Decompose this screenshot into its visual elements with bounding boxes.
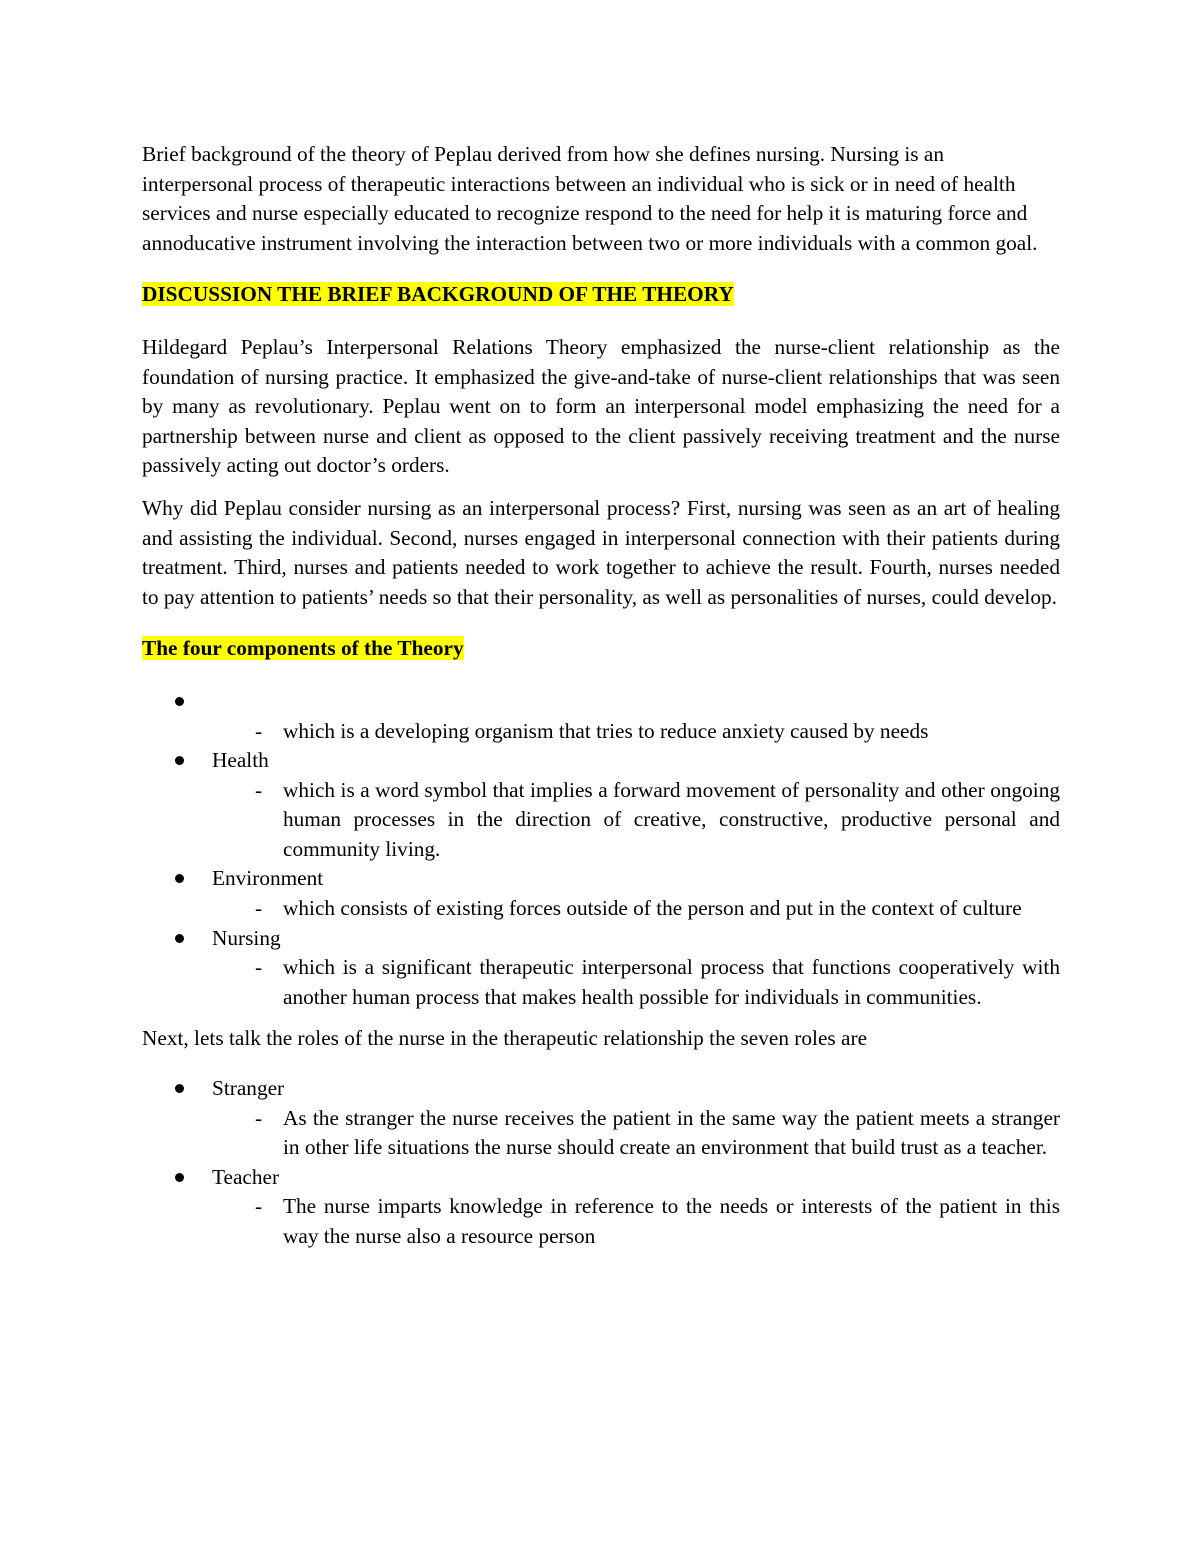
- component-description: [212, 776, 1060, 865]
- role-description-text: As the stranger the nurse receives the patient in the same way the patient meets a stranger in other life situations the nurse should create an environment that build trust as a teacher.: [283, 1105, 1060, 1160]
- component-description-text: which is a developing organism that tries to reduce anxiety caused by needs: [283, 718, 929, 743]
- role-description: [212, 1104, 1060, 1163]
- component-description-text: which is a word symbol that implies a forward movement of personality and other ongoing human processes in the direction of creative, constructive, productive personal and community living.: [283, 777, 1060, 861]
- component-description: [212, 717, 1060, 747]
- component-description-text: which is a significant therapeutic interpersonal process that functions cooperatively with another human process that makes health possible for individuals in communities.: [283, 955, 1060, 1009]
- document-page: [142, 140, 1060, 1252]
- intro-paragraph: Brief background of the theory of Peplau derived from how she defines nursing. Nursing is an interpersonal process of therapeutic interactions between an individual who is sick or in need of health services and nurse especially educated to recognize respond to the need for help it is maturing force and annoducative instrument involving the interaction between two or more individuals with a common goal.: [142, 142, 1038, 255]
- dash-marker: -: [255, 777, 263, 802]
- bullet-icon: [175, 1084, 184, 1093]
- component-item: [142, 746, 1060, 864]
- components-heading: [142, 634, 1060, 664]
- dash-marker: -: [255, 1194, 263, 1219]
- dash-marker: -: [255, 896, 263, 921]
- interpersonal-process-paragraph: Why did Peplau consider nursing as an interpersonal process? First, nursing was seen as an art of healing and assisting the individual. Second, nurses engaged in interpersonal connection with their patients during treatment. Third, nurses and patients needed to work together to achieve the result. Fourth, nurses needed to pay attention to patients’ needs so that their personality, as well as personalities of nurses, could develop.: [142, 495, 1060, 609]
- roles-list: [142, 1074, 1060, 1252]
- discussion-heading-text: DISCUSSION THE BRIEF BACKGROUND OF THE THEORY: [142, 282, 734, 307]
- component-term: Environment: [212, 866, 324, 891]
- component-item: [142, 924, 1060, 1013]
- role-item: [142, 1074, 1060, 1163]
- bullet-icon: [175, 756, 184, 765]
- role-description: [212, 1192, 1060, 1251]
- dash-marker: -: [255, 1105, 263, 1130]
- component-item: [142, 864, 1060, 923]
- bullet-icon: [175, 874, 184, 883]
- component-description: [212, 894, 1060, 924]
- components-list: [142, 687, 1060, 1013]
- dash-marker: -: [255, 955, 263, 980]
- role-term: Stranger: [212, 1076, 285, 1101]
- component-description-text: which consists of existing forces outside of the person and put in the context of culture: [283, 896, 1022, 921]
- component-description: [212, 953, 1060, 1012]
- bullet-icon: [175, 697, 184, 706]
- component-term: Health: [212, 748, 269, 773]
- peplau-theory-paragraph: Hildegard Peplau’s Interpersonal Relations Theory emphasized the nurse-client relationship as the foundation of nursing practice. It emphasized the give-and-take of nurse-client relationships that was seen by many as revolutionary. Peplau went on to form an interpersonal model emphasizing the need for a partnership between nurse and client as opposed to the client passively receiving treatment and the nurse passively acting out doctor’s orders.: [142, 334, 1060, 478]
- roles-intro-paragraph: Next, lets talk the roles of the nurse in the therapeutic relationship the seven roles are: [142, 1026, 868, 1051]
- component-item: [142, 687, 1060, 746]
- role-item: [142, 1163, 1060, 1252]
- bullet-icon: [175, 1173, 184, 1182]
- component-term: [212, 687, 1060, 717]
- role-description-text: The nurse imparts knowledge in reference to the needs or interests of the patient in this way the nurse also a resource person: [283, 1194, 1060, 1248]
- discussion-heading: [142, 280, 1060, 310]
- role-term: Teacher: [212, 1164, 280, 1189]
- components-heading-text: The four components of the Theory: [142, 636, 464, 661]
- component-term: Nursing: [212, 925, 281, 950]
- dash-marker: -: [255, 718, 263, 743]
- bullet-icon: [175, 934, 184, 943]
